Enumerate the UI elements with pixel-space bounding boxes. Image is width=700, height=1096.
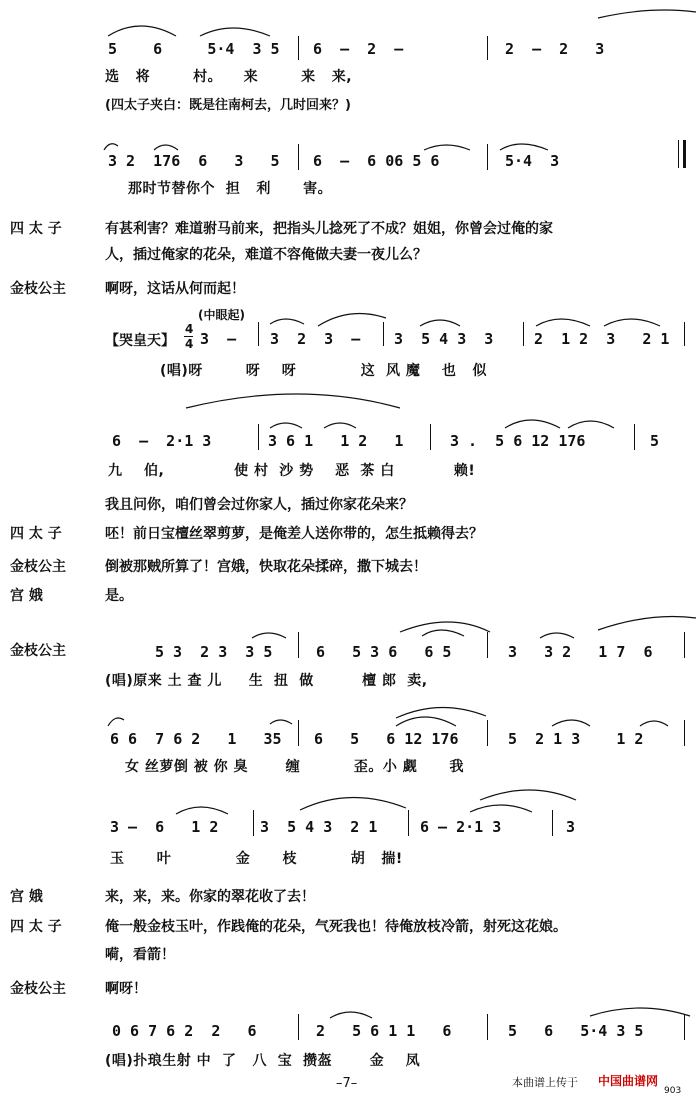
- notation-s6-b: 6 5 6 12 176: [314, 730, 459, 748]
- lyrics-s2: 那时节替你个 担 利 害。: [128, 181, 333, 197]
- notation-s7-c: 6 – 2·1 3: [420, 818, 502, 836]
- speaker-label: 金枝公主: [10, 559, 66, 575]
- dialogue-line: 嗬，看箭！: [105, 947, 175, 963]
- notation-s5-a: 5 3 2 3 3 5: [155, 643, 273, 661]
- notation-s7-b: 3 5 4 3 2 1: [260, 818, 378, 836]
- lyrics-s6: 女 丝萝倒 被 你 臭 缠 歪。小 觑 我: [125, 759, 464, 775]
- speaker-label: 金枝公主: [10, 981, 66, 997]
- notation-s5-c: 3 3 2 1 7 6: [508, 643, 653, 661]
- notation-s2-b: 6 – 6 06 5 6: [313, 152, 440, 170]
- dialogue-line: 俺一般金枝玉叶，作践俺的花朵，气死我也！待俺放枝冷箭，射死这花娘。: [105, 919, 567, 935]
- lyrics-s3: (唱)呀 呀 呀 这 风 魔 也 似: [160, 363, 488, 379]
- notation-s6-a: 6 6 7 6 2 1 35: [110, 730, 282, 748]
- lyrics-s5: (唱)原来 土 查 儿 生 扭 做 檀 郎 卖,: [105, 673, 428, 689]
- lyrics-s4: 九 伯, 使 村 沙 势 恶 茶 白 赖!: [108, 463, 476, 479]
- original-page-number: 903: [664, 1086, 682, 1096]
- notation-s2-c: 5·4 3: [505, 152, 560, 170]
- tune-name: 【哭皇天】: [105, 333, 175, 349]
- notation-s4-a: 6 – 2·1 3: [112, 432, 212, 450]
- speaker-label: 四 太 子: [10, 221, 62, 237]
- dialogue-line: 有甚利害？难道驸马前来，把指头儿捻死了不成？姐姐，你曾会过俺的家: [105, 221, 553, 237]
- speaker-label: 金枝公主: [10, 643, 66, 659]
- speaker-label: 金枝公主: [10, 281, 66, 297]
- notation-s4-b: 3 6 1 1 2 1: [268, 432, 404, 450]
- dialogue-line: 呸！前日宝檀丝翠剪萝，是俺差人送你带的，怎生抵赖得去？: [105, 526, 483, 542]
- speaker-label: 四 太 子: [10, 919, 62, 935]
- notation-s1-b: 6 – 2 –: [313, 40, 404, 58]
- notation-s4-c: 3 . 5 6 12 176: [450, 432, 586, 450]
- notation-s7-a: 3 – 6 1 2: [110, 818, 219, 836]
- notation-s8-a: 0 6 7 6 2 2 6: [112, 1022, 257, 1040]
- notation-s3-c: 3 5 4 3 3: [394, 330, 494, 348]
- notation-s7-d: 3: [566, 818, 576, 836]
- notation-s3-a: 3 –: [200, 330, 237, 348]
- dialogue-line: 来，来，来。你家的翠花收了去！: [105, 889, 315, 905]
- speaker-label: 四 太 子: [10, 526, 62, 542]
- notation-s5-b: 6 5 3 6 6 5: [316, 643, 452, 661]
- dialogue-line: 倒被那贼所算了！宫娥，快取花朵揉碎，撒下城去！: [105, 559, 427, 575]
- lyrics-s8: (唱)扑琅生射 中 了 八 宝 攒盔 金 凤: [105, 1053, 421, 1069]
- notation-s1-a: 5 6 5·4 3 5: [108, 40, 280, 58]
- notation-s3-b: 3 2 3 –: [270, 330, 361, 348]
- notation-s1-c: 2 – 2 3: [505, 40, 605, 58]
- site-logo: 中国曲谱网: [598, 1074, 659, 1088]
- notation-s4-d: 5: [650, 432, 660, 450]
- page-number: –7–: [336, 1076, 358, 1091]
- aside-line: (四太子夹白：既是往南柯去，几时回来？): [105, 98, 351, 113]
- notation-s6-c: 5 2 1 3 1 2: [508, 730, 644, 748]
- upload-note: 本曲谱上传于: [512, 1076, 578, 1089]
- speaker-label: 宫 娥: [10, 588, 43, 604]
- notation-s8-c: 5 6 5·4 3 5: [508, 1022, 644, 1040]
- lyrics-s1: 选 将 村。 来 来 来,: [105, 69, 353, 85]
- time-signature-top: 4: [185, 322, 194, 336]
- dialogue-line: 啊呀！: [105, 981, 147, 997]
- dialogue-line: 人，插过俺家的花朵，难道不容俺做夫妻一夜儿么？: [105, 247, 427, 263]
- notation-s8-b: 2 5 6 1 1 6: [316, 1022, 452, 1040]
- dialogue-line: 是。: [105, 588, 133, 604]
- tempo-note: (中眼起): [198, 308, 245, 322]
- dialogue-line: 啊呀，这话从何而起！: [105, 281, 245, 297]
- notation-s3-d: 2 1 2 3 2 1: [534, 330, 670, 348]
- lyrics-s7: 玉 叶 金 枝 胡 揣!: [110, 851, 403, 867]
- notation-s2-a: 3 2 176 6 3 5: [108, 152, 280, 170]
- dialogue-line: 我且问你，咱们曾会过你家人，插过你家花朵来？: [105, 497, 413, 513]
- speaker-label: 宫 娥: [10, 889, 43, 905]
- time-signature-bottom: 4: [185, 337, 194, 351]
